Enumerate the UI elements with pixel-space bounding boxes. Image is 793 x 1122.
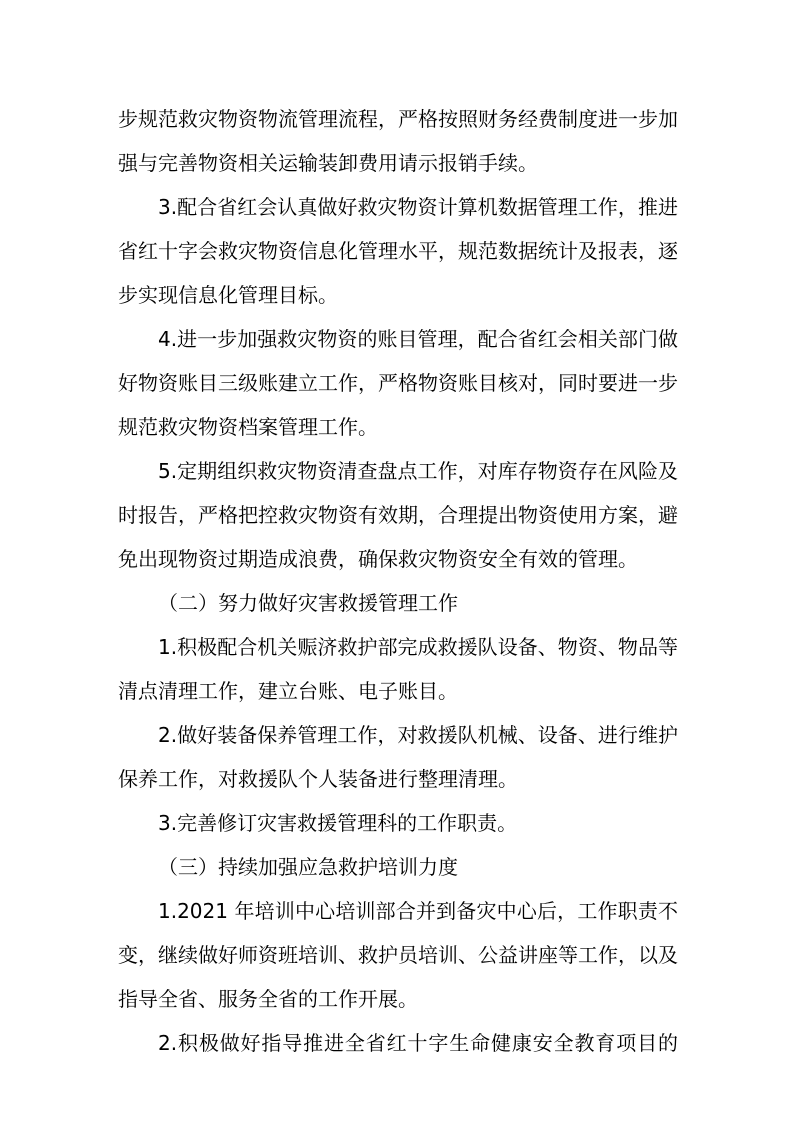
body-text-line: 免出现物资过期造成浪费，确保救灾物资安全有效的管理。 bbox=[118, 547, 638, 571]
body-text-line: 步实现信息化管理目标。 bbox=[118, 283, 338, 307]
body-text-line: 5.定期组织救灾物资清查盘点工作，对库存物资存在风险及 bbox=[158, 459, 678, 483]
body-text-line: 保养工作，对救援队个人装备进行整理清理。 bbox=[118, 767, 518, 791]
body-text-line: 变，继续做好师资班培训、救护员培训、公益讲座等工作，以及 bbox=[118, 943, 678, 967]
body-text-line: 清点清理工作，建立台账、电子账目。 bbox=[118, 679, 458, 703]
body-text-line: 指导全省、服务全省的工作开展。 bbox=[118, 987, 418, 1011]
body-text-line: 时报告，严格把控救灾物资有效期，合理提出物资使用方案，避 bbox=[118, 503, 678, 527]
body-text-line: 4.进一步加强救灾物资的账目管理，配合省红会相关部门做 bbox=[158, 327, 678, 351]
body-text-line: 1.2021 年培训中心培训部合并到备灾中心后，工作职责不 bbox=[158, 899, 678, 923]
body-text-line: 规范救灾物资档案管理工作。 bbox=[118, 415, 378, 439]
section-heading: （二）努力做好灾害救援管理工作 bbox=[158, 591, 458, 615]
body-text-line: 2.做好装备保养管理工作，对救援队机械、设备、进行维护 bbox=[158, 723, 678, 747]
body-text-line: 步规范救灾物资物流管理流程，严格按照财务经费制度进一步加 bbox=[118, 107, 678, 131]
body-text-line: 3.完善修订灾害救援管理科的工作职责。 bbox=[158, 811, 518, 835]
body-text-line: 1.积极配合机关赈济救护部完成救援队设备、物资、物品等 bbox=[158, 635, 678, 659]
section-heading: （三）持续加强应急救护培训力度 bbox=[158, 855, 458, 879]
body-text-line: 3.配合省红会认真做好救灾物资计算机数据管理工作，推进 bbox=[158, 195, 678, 219]
body-text-line: 2.积极做好指导推进全省红十字生命健康安全教育项目的 bbox=[158, 1031, 678, 1055]
body-text-line: 强与完善物资相关运输装卸费用请示报销手续。 bbox=[118, 151, 538, 175]
body-text-line: 好物资账目三级账建立工作，严格物资账目核对，同时要进一步 bbox=[118, 371, 678, 395]
body-text-line: 省红十字会救灾物资信息化管理水平，规范数据统计及报表，逐 bbox=[118, 239, 678, 263]
